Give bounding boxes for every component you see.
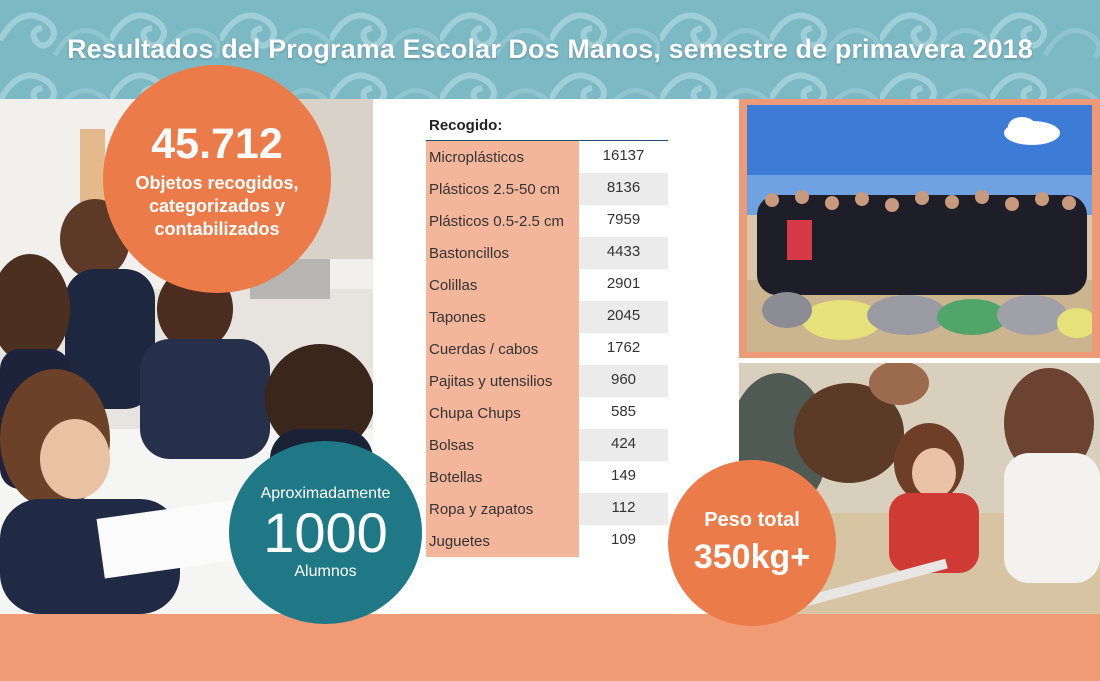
- table-row: [426, 429, 668, 461]
- weight-label: Peso total: [704, 509, 800, 531]
- students-stat: [229, 441, 422, 624]
- table-header: Recogido:: [426, 116, 668, 141]
- table-row: [426, 493, 668, 525]
- weight-value: 350kg+: [693, 538, 811, 576]
- count-cell: 1762: [606, 339, 641, 356]
- students-suffix: Alumnos: [294, 562, 357, 580]
- count-cell: 424: [579, 429, 668, 461]
- table-row: [426, 333, 668, 365]
- students-prefix: Aproximadamente: [260, 484, 391, 502]
- footer-band: [0, 614, 1100, 681]
- table-row: [426, 173, 668, 205]
- table-row: [426, 269, 668, 301]
- table-row: [426, 461, 668, 493]
- table-row: [426, 205, 668, 237]
- count-cell: 2901: [606, 275, 641, 292]
- count-cell: 7959: [606, 211, 641, 228]
- students-count: 1000: [263, 500, 388, 564]
- page-title: Resultados del Programa Escolar Dos Manos, semestre de primavera 2018: [67, 34, 1033, 64]
- category-cell: Pajitas y utensilios: [426, 365, 579, 397]
- category-cell: Plásticos 2.5-50 cm: [426, 173, 579, 205]
- table-row: [426, 397, 668, 429]
- category-cell: Juguetes: [426, 525, 579, 557]
- collected-table: [426, 116, 668, 557]
- category-cell: Colillas: [426, 269, 579, 301]
- category-cell: Bolsas: [426, 429, 579, 461]
- count-cell: 16137: [602, 147, 645, 164]
- count-cell: 112: [579, 493, 668, 525]
- count-cell: 109: [610, 531, 637, 548]
- count-cell: 2045: [579, 301, 668, 333]
- table-row: [426, 525, 668, 557]
- category-cell: Ropa y zapatos: [426, 493, 579, 525]
- items-collected-stat: [103, 65, 331, 293]
- items-caption: Objetos recogidos, categorizados y contabilizados: [135, 173, 299, 239]
- category-cell: Microplásticos: [426, 141, 579, 173]
- category-cell: Tapones: [426, 301, 579, 333]
- total-weight-stat: [668, 460, 836, 626]
- table-row: [426, 301, 668, 333]
- category-cell: Bastoncillos: [426, 237, 579, 269]
- count-cell: 960: [579, 365, 668, 397]
- table-row: [426, 237, 668, 269]
- items-count: 45.712: [151, 120, 283, 168]
- group-beach-photo: [739, 99, 1100, 358]
- count-cell: 4433: [579, 237, 668, 269]
- category-cell: Cuerdas / cabos: [426, 333, 579, 365]
- table-row: [426, 141, 668, 173]
- count-cell: 149: [610, 467, 637, 484]
- category-cell: Chupa Chups: [426, 397, 579, 429]
- table-row: [426, 365, 668, 397]
- category-cell: Plásticos 0.5-2.5 cm: [426, 205, 579, 237]
- category-cell: Botellas: [426, 461, 579, 493]
- count-cell: 8136: [579, 173, 668, 205]
- count-cell: 585: [610, 403, 637, 420]
